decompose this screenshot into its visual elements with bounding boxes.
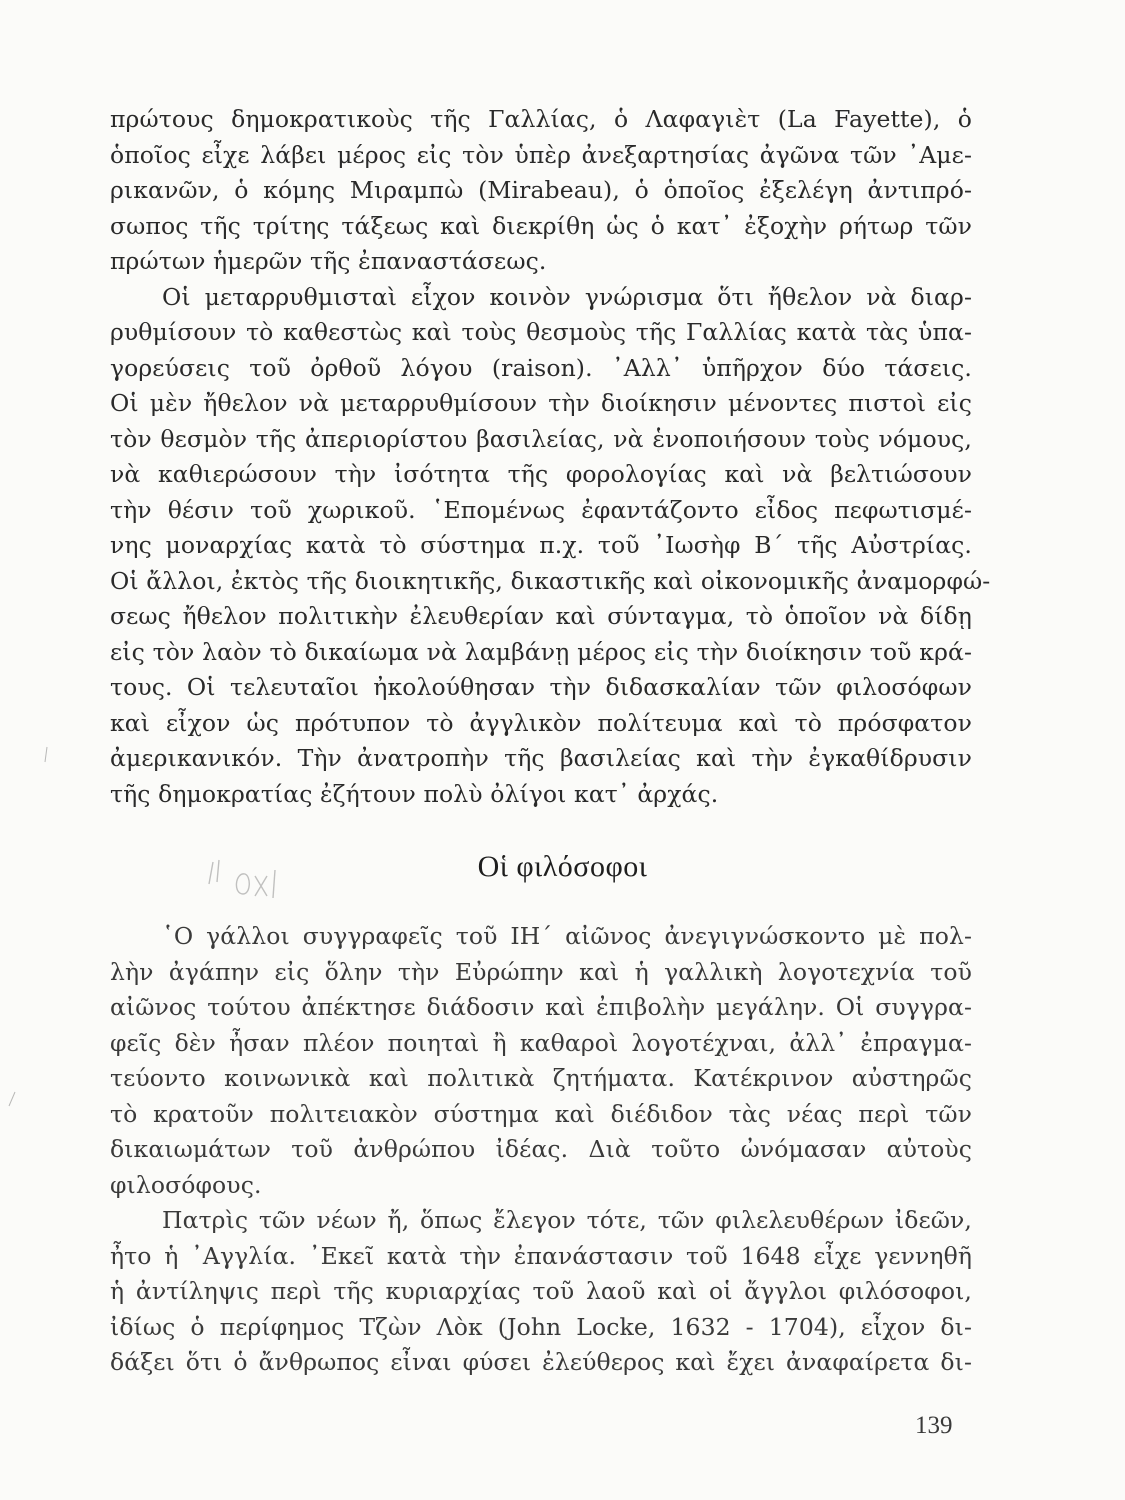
text-line: νὰ καθιερώσουν τὴν ἰσότητα τῆς φορολογίας καὶ νὰ βελτιώσουν xyxy=(110,460,972,488)
text-line: νης μοναρχίας κατὰ τὸ σύστημα π.χ. τοῦ ᾿Ιωσὴφ Β΄ τῆς Αὐστρίας. xyxy=(110,531,972,559)
text-line: Πατρὶς τῶν νέων ἤ, ὅπως ἔλεγον τότε, τῶν φιλελευθέρων ἰδεῶν, xyxy=(162,1206,972,1234)
text-line: δάξει ὅτι ὁ ἄνθρωπος εἶναι φύσει ἐλεύθερος καὶ ἔχει ἀναφαίρετα δι- xyxy=(110,1348,972,1376)
section-heading: Οἱ φιλόσοφοι xyxy=(477,850,648,883)
paragraph-block-philosophers xyxy=(110,919,972,1381)
text-line: ἰδίως ὁ περίφημος Τζὼν Λὸκ (John Locke, 1632 - 1704), εἶχον δι- xyxy=(110,1312,972,1341)
text-line: φεῖς δὲν ἦσαν πλέον ποιηταὶ ἢ καθαροὶ λογοτέχναι, ἀλλ᾿ ἐπραγμα- xyxy=(110,1028,972,1057)
text-line: ὁποῖος εἶχε λάβει μέρος εἰς τὸν ὑπὲρ ἀνεξαρτησίας ἀγῶνα τῶν ᾿Αμε- xyxy=(110,140,972,169)
text-line: Οἱ μὲν ἤθελον νὰ μεταρρυθμίσουν τὴν διοίκησιν μένοντες πιστοὶ εἰς xyxy=(110,389,972,417)
text-line: εἰς τὸν λαὸν τὸ δικαίωμα νὰ λαμβάνῃ μέρος εἰς τὴν διοίκησιν τοῦ κρά- xyxy=(110,637,972,666)
text-line: γορεύσεις τοῦ ὀρθοῦ λόγου (raison). ᾿Αλλ᾿ ὑπῆρχον δύο τάσεις. xyxy=(110,353,972,382)
text-line: πρώτων ἡμερῶν τῆς ἐπαναστάσεως. xyxy=(110,247,547,275)
text-line: ἦτο ἡ ᾿Αγγλία. ᾿Εκεῖ κατὰ τὴν ἐπανάστασιν τοῦ 1648 εἶχε γεννηθῆ xyxy=(110,1241,972,1270)
text-line: φιλοσόφους. xyxy=(110,1170,262,1199)
text-line: πρώτους δημοκρατικοὺς τῆς Γαλλίας, ὁ Λαφαγιὲτ (La Fayette), ὁ xyxy=(110,105,972,133)
paragraph-block-reformers xyxy=(110,102,991,812)
text-line: τῆς δημοκρατίας ἐζήτουν πολὺ ὀλίγοι κατ᾿ ἀρχάς. xyxy=(110,779,719,808)
text-line: ῾Ο γάλλοι συγγραφεῖς τοῦ ΙΗ΄ αἰῶνος ἀνεγιγνώσκοντο μὲ πολ- xyxy=(162,922,972,950)
text-line: ἡ ἀντίληψις περὶ τῆς κυριαρχίας τοῦ λαοῦ καὶ οἱ ἄγγλοι φιλόσοφοι, xyxy=(110,1277,972,1305)
text-line: ἀμερικανικόν. Τὴν ἀνατροπὴν τῆς βασιλείας καὶ τὴν ἐγκαθίδρυσιν xyxy=(110,744,972,772)
text-line: τὴν θέσιν τοῦ χωρικοῦ. ῾Επομένως ἐφαντάζοντο εἶδος πεφωτισμέ- xyxy=(110,495,972,524)
text-line: καὶ εἶχον ὡς πρότυπον τὸ ἀγγλικὸν πολίτευμα καὶ τὸ πρόσφατον xyxy=(110,708,972,737)
text-line: αἰῶνος τούτου ἀπέκτησε διάδοσιν καὶ ἐπιβολὴν μεγάλην. Οἱ συγγρα- xyxy=(110,993,972,1021)
stray-pencil-mark-icon xyxy=(6,1090,18,1110)
text-line: τους. Οἱ τελευταῖοι ἠκολούθησαν τὴν διδασκαλίαν τῶν φιλοσόφων xyxy=(110,673,972,701)
text-line: τεύοντο κοινωνικὰ καὶ πολιτικὰ ζητήματα. Κατέκρινον αὐστηρῶς xyxy=(110,1064,972,1092)
text-line: τὸν θεσμὸν τῆς ἀπεριορίστου βασιλείας, νὰ ἑνοποιήσουν τοὺς νόμους, xyxy=(110,424,972,453)
text-line: σωπος τῆς τρίτης τάξεως καὶ διεκρίθη ὡς ὁ κατ᾿ ἐξοχὴν ρήτωρ τῶν xyxy=(110,211,972,240)
stray-pencil-mark-icon xyxy=(42,745,52,765)
text-line: λὴν ἀγάπην εἰς ὅλην τὴν Εὐρώπην καὶ ἡ γαλλικὴ λογοτεχνία τοῦ xyxy=(110,957,972,986)
text-line: δικαιωμάτων τοῦ ἀνθρώπου ἰδέας. Διὰ τοῦτο ὠνόμασαν αὐτοὺς xyxy=(110,1135,972,1163)
pencil-annotation-icon xyxy=(205,852,295,902)
text-line: ρικανῶν, ὁ κόμης Μιραμπὼ (Mirabeau), ὁ ὁποῖος ἐξελέγη ἀντιπρό- xyxy=(110,176,972,204)
page-number: 139 xyxy=(915,1412,953,1439)
text-line: Οἱ μεταρρυθμισταὶ εἶχον κοινὸν γνώρισμα ὅτι ἤθελον νὰ διαρ- xyxy=(162,282,972,311)
text-line: σεως ἤθελον πολιτικὴν ἐλευθερίαν καὶ σύνταγμα, τὸ ὁποῖον νὰ δίδῃ xyxy=(110,602,972,630)
text-line: Οἱ ἄλλοι, ἐκτὸς τῆς διοικητικῆς, δικαστικῆς καὶ οἰκονομικῆς ἀναμορφώ- xyxy=(110,566,991,595)
text-line: ρυθμίσουν τὸ καθεστὼς καὶ τοὺς θεσμοὺς τῆς Γαλλίας κατὰ τὰς ὑπα- xyxy=(110,318,972,346)
text-line: τὸ κρατοῦν πολιτειακὸν σύστημα καὶ διέδιδον τὰς νέας περὶ τῶν xyxy=(110,1099,972,1128)
